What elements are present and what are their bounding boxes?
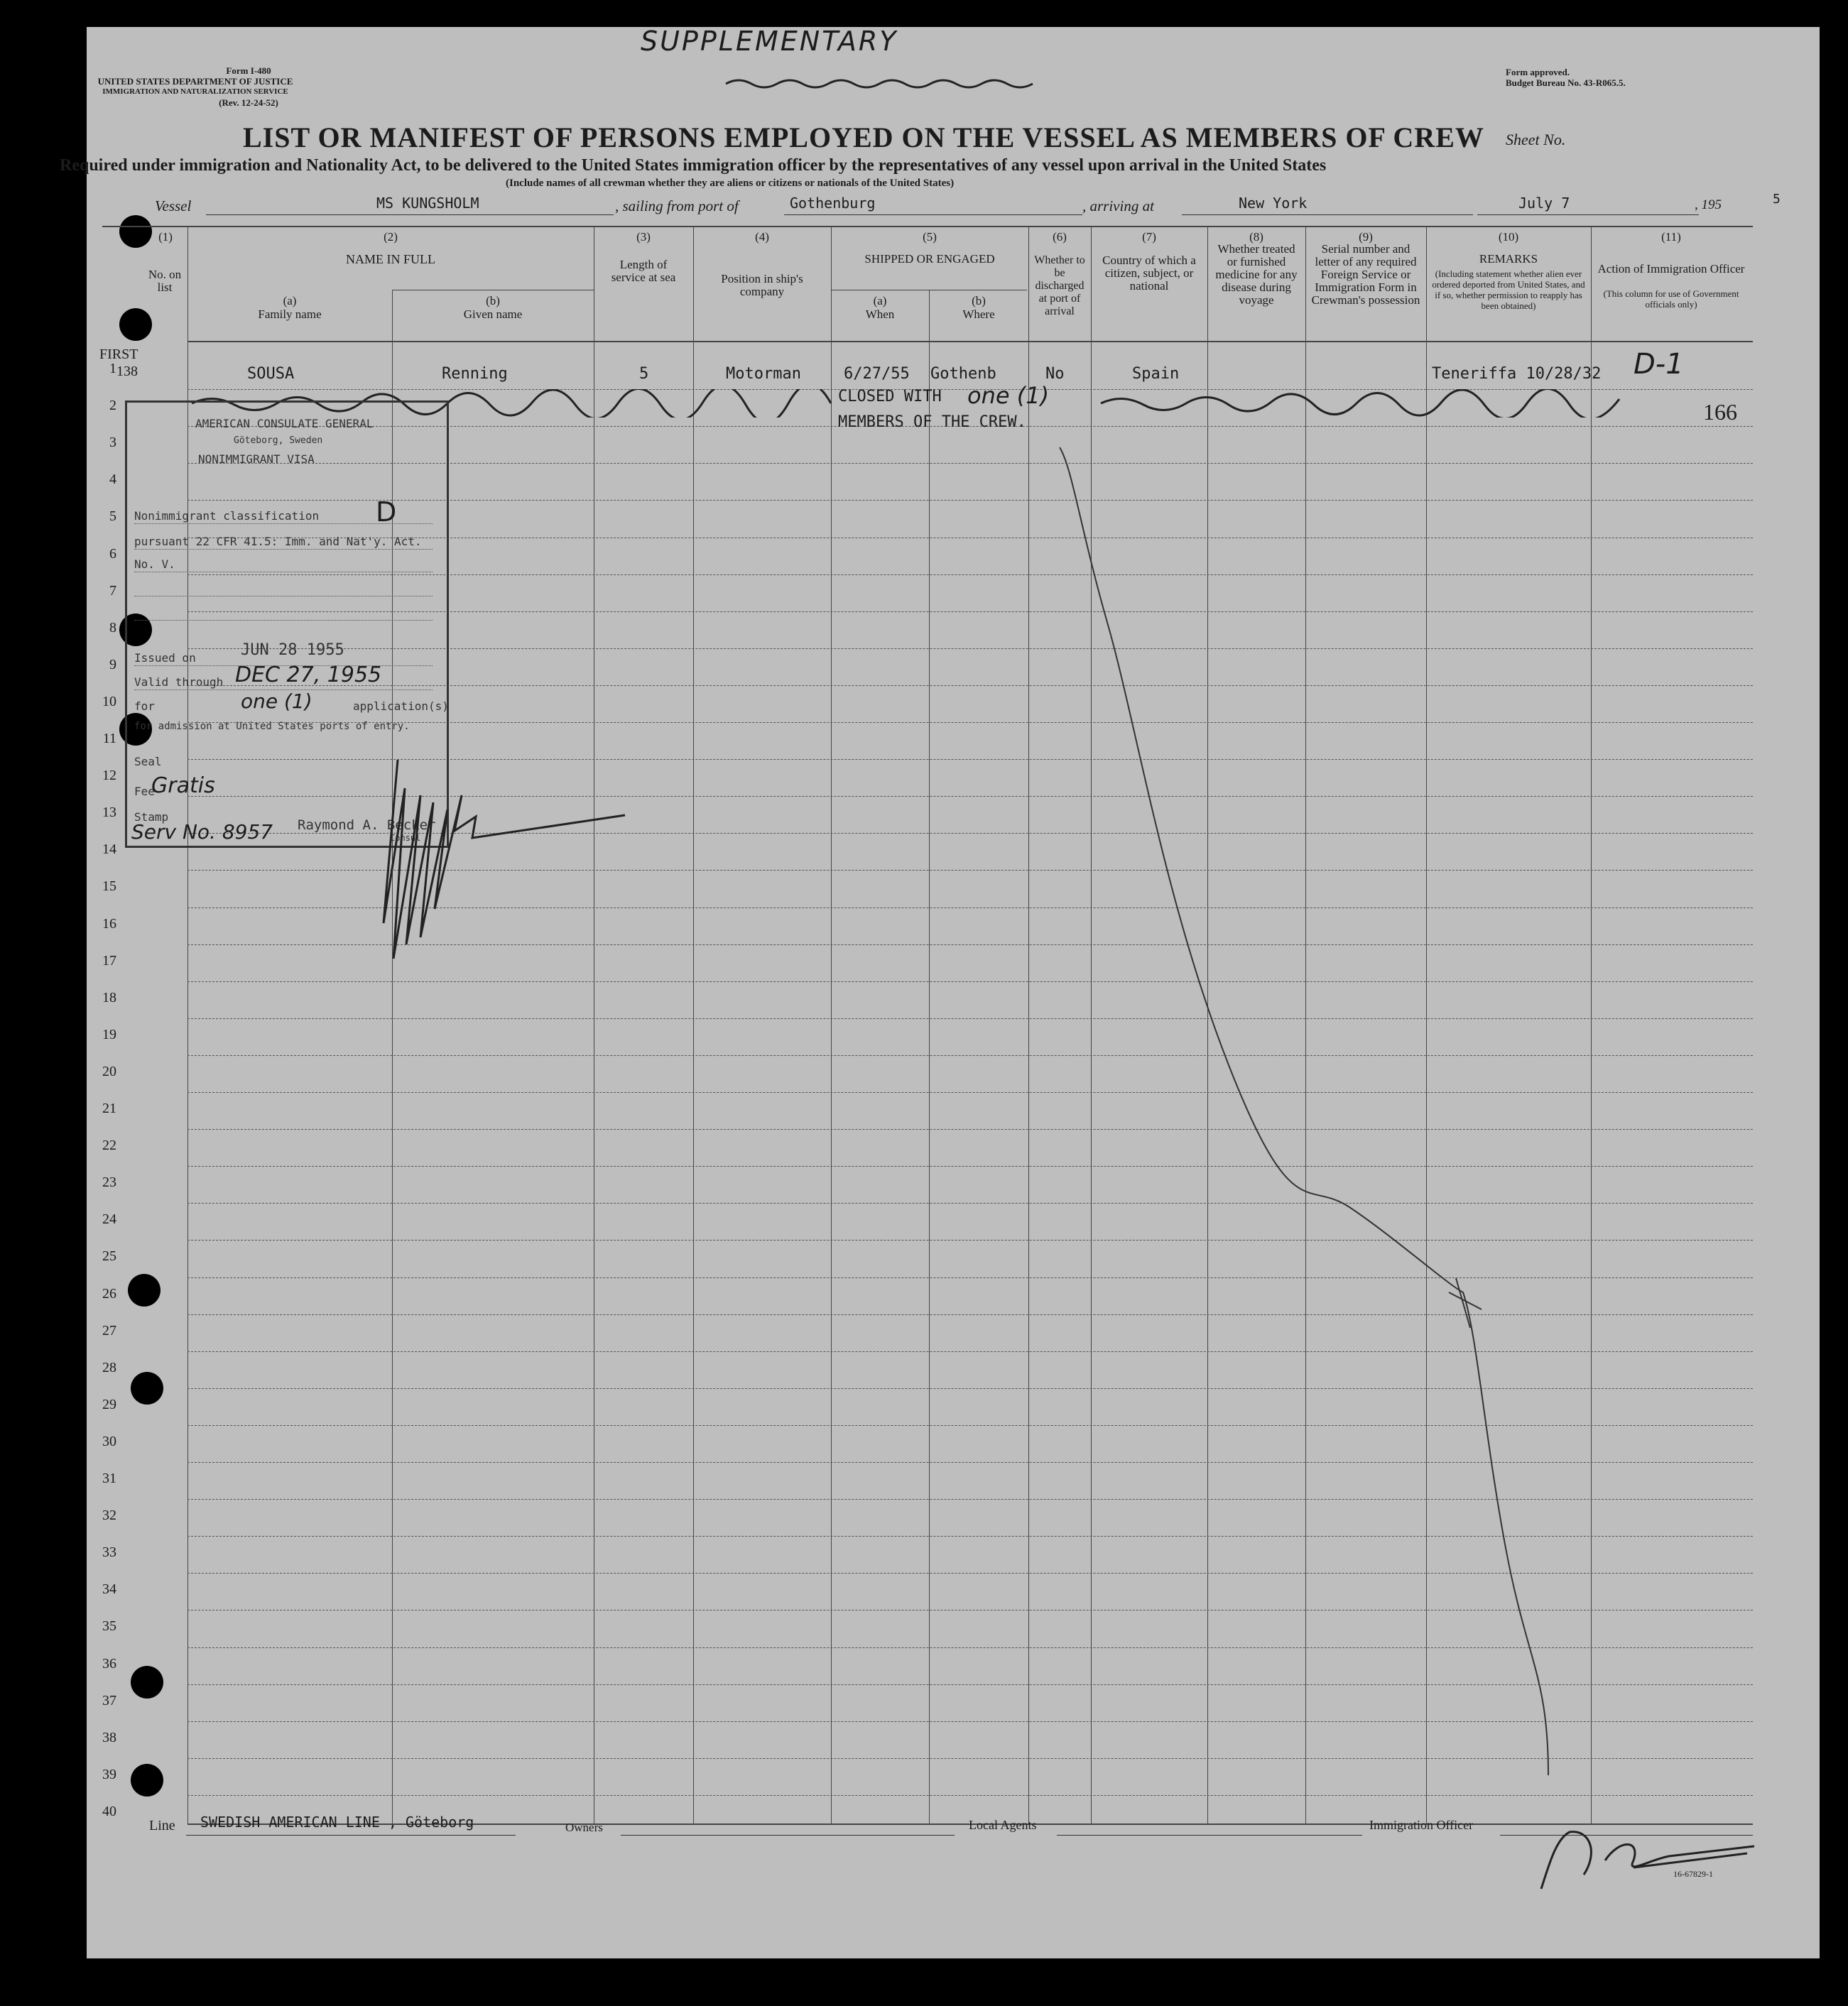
punch-hole	[131, 1764, 163, 1797]
form-number: Form I-480	[226, 65, 271, 76]
local-agents-label: Local Agents	[969, 1818, 1037, 1832]
col1-header: No. on list	[148, 268, 182, 294]
row-number: 19	[102, 1026, 116, 1042]
col2b-number: (b)	[486, 294, 500, 307]
row-number: 32	[102, 1508, 116, 1524]
row-number: 15	[102, 878, 116, 895]
vessel-rule	[206, 214, 614, 215]
approval-block	[1506, 67, 1626, 88]
col-rule	[831, 226, 832, 1824]
row-number: 33	[102, 1544, 116, 1561]
agents-rule	[1057, 1835, 1362, 1836]
row-number: 38	[102, 1729, 116, 1745]
service: IMMIGRATION AND NATURALIZATION SERVICE	[102, 87, 288, 96]
arriving-label: , arriving at	[1082, 197, 1154, 214]
row-number: 20	[102, 1063, 116, 1079]
row-number: 1	[109, 361, 116, 376]
stamp-valid-label: Valid through	[134, 675, 224, 689]
col5a-header: When	[865, 307, 895, 321]
row-number: 37	[102, 1692, 116, 1708]
row-number: 35	[102, 1618, 116, 1635]
row-rule	[187, 1795, 1753, 1796]
col4-header: Position in ship's company	[721, 272, 803, 298]
col10-subheader: (Including statement whether alien ever ordered deported from United States, and if so, whether permission to reapply has been obtained)	[1432, 268, 1585, 311]
col5b-number: (b)	[972, 294, 986, 307]
given-name-cell: Renning	[442, 365, 508, 383]
officer-signature	[1527, 1825, 1761, 1896]
sailing-label: , sailing from port of	[615, 197, 739, 214]
col7-header: Country of which a citizen, subject, or national	[1102, 254, 1196, 293]
year-prefix: , 195	[1695, 197, 1722, 212]
col11-subheader: (This column for use of Government officials only)	[1603, 288, 1739, 310]
stamp-admission: for admission at United States ports of entry.	[134, 721, 410, 732]
row-number: 12	[102, 768, 116, 784]
form-id-block	[43, 65, 348, 108]
row-number: 17	[102, 952, 116, 969]
col5a-number: (a)	[873, 294, 887, 307]
row-number: 14	[102, 841, 116, 858]
vessel-label: Vessel	[155, 197, 192, 214]
stamp-seal-label: Seal	[134, 755, 162, 768]
row-number: 11	[102, 731, 116, 746]
table-header-rule	[187, 341, 1753, 342]
col5-header: SHIPPED OR ENGAGED	[864, 252, 995, 266]
stamp-serial: Serv No. 8957	[131, 820, 273, 844]
row-number: 31	[102, 1471, 116, 1486]
punch-hole	[131, 1372, 163, 1405]
action-mark: D-1	[1634, 348, 1684, 381]
stamp-fee-value: Gratis	[151, 773, 215, 798]
remarks-cell: Teneriffa 10/28/32	[1432, 365, 1602, 383]
row-number: 3	[109, 435, 116, 451]
stamp-visa-no: No. V.	[134, 557, 175, 571]
vessel-name: MS KUNGSHOLM	[376, 195, 479, 212]
arriving-port: New York	[1239, 195, 1308, 212]
row-number: 25	[102, 1248, 116, 1265]
shipped-when-cell: 6/27/55	[844, 365, 910, 383]
col4-number: (4)	[755, 230, 769, 244]
row-number: 40	[102, 1803, 116, 1819]
row-number: 28	[102, 1359, 116, 1375]
stamp-rule	[134, 549, 433, 550]
col8-number: (8)	[1249, 230, 1263, 244]
row-number: 39	[102, 1766, 116, 1782]
col9-header: Serial number and letter of any required Foreign Service or Immigration Form in Crewman's possession	[1311, 242, 1420, 307]
row-number: 2	[109, 398, 116, 414]
stamp-class-value: D	[376, 496, 397, 528]
date-rule	[1477, 214, 1699, 215]
stamp-classification: Nonimmigrant classification	[134, 509, 320, 523]
row-number: 9	[109, 656, 116, 672]
stamp-for-value: one (1)	[241, 689, 312, 713]
col-rule	[1591, 226, 1592, 1824]
immigration-officer-label: Immigration Officer	[1369, 1818, 1474, 1832]
col11-number: (11)	[1661, 230, 1681, 244]
stamp-consul-title: Consul	[390, 833, 421, 843]
col6-header: Whether to be discharged at port of arrival	[1034, 254, 1085, 317]
row-number: 29	[102, 1396, 116, 1412]
row-number: 4	[109, 471, 116, 488]
row-number: 8	[109, 619, 116, 636]
row-number: 22	[102, 1138, 116, 1154]
stamp-consul-name: Raymond A. Becker	[298, 817, 436, 833]
arrival-date: July 7	[1518, 195, 1570, 212]
row-number: 7	[109, 582, 116, 599]
col1-number: (1)	[158, 230, 173, 244]
country-cell: Spain	[1132, 365, 1180, 383]
stamp-stamp-label: Stamp	[134, 810, 169, 824]
row-number: 5	[109, 508, 116, 525]
margin-first: FIRST	[99, 347, 138, 362]
consul-signature	[355, 746, 639, 973]
row-number: 27	[102, 1322, 116, 1339]
year-digit: 5	[1773, 192, 1781, 207]
service-cell: 5	[639, 365, 649, 383]
stamp-for-label: for	[134, 699, 155, 713]
closing-count: one (1)	[967, 382, 1050, 409]
col3-number: (3)	[636, 230, 651, 244]
port-name: Gothenburg	[790, 195, 876, 212]
stamp-line1: AMERICAN CONSULATE GENERAL	[195, 417, 374, 430]
stamp-pursuant: pursuant 22 CFR 41.5: Imm. and Nat'y. Act.	[134, 535, 422, 548]
margin-page: 138	[116, 364, 138, 379]
closing-line-2: MEMBERS OF THE CREW.	[838, 413, 1026, 431]
col2-number: (2)	[384, 230, 398, 244]
crew-tally: 166	[1703, 399, 1737, 425]
col9-number: (9)	[1359, 230, 1373, 244]
supplementary-underline	[724, 74, 1037, 95]
stamp-line3: NONIMMIGRANT VISA	[198, 452, 315, 466]
row-number: 23	[102, 1174, 116, 1191]
include-note: (Include names of all crewman whether they are aliens or citizens or nationals of the United States)	[506, 178, 955, 189]
line-rule	[186, 1835, 516, 1836]
owners-rule	[621, 1835, 955, 1836]
col2b-header: Given name	[463, 307, 523, 321]
stamp-rule	[134, 620, 433, 621]
shipped-where-cell: Gothenb	[930, 365, 996, 383]
line-value: SWEDISH AMERICAN LINE , Göteborg	[200, 1814, 474, 1831]
row-number: 13	[102, 805, 116, 821]
form-code: 16-67829-1	[1673, 1869, 1713, 1879]
punch-hole	[119, 308, 152, 341]
col5-number: (5)	[923, 230, 937, 244]
row-number: 6	[109, 545, 116, 562]
arriving-rule	[1182, 214, 1473, 215]
sheet-no-label: Sheet No.	[1506, 131, 1566, 148]
form-approved: Form approved.	[1506, 67, 1570, 77]
line-label: Line	[149, 1818, 175, 1833]
stamp-line2: Göteborg, Sweden	[234, 435, 323, 446]
stamp-applications: application(s)	[353, 699, 449, 713]
pencil-line	[1051, 440, 1562, 1789]
col10-header: REMARKS	[1479, 252, 1538, 266]
row-number: 16	[102, 915, 116, 932]
requirement-text: Required under immigration and Nationality Act, to be delivered to the United States immigration officer by the representatives of any vessel upon arrival in the United States	[60, 156, 1327, 175]
row-number: 36	[102, 1655, 116, 1672]
col10-number: (10)	[1498, 230, 1519, 244]
row-number: 10	[102, 693, 116, 709]
stamp-issued-date: JUN 28 1955	[241, 641, 344, 659]
row-number: 34	[102, 1581, 116, 1598]
position-cell: Motorman	[726, 365, 801, 383]
supplementary-heading: SUPPLEMENTARY	[641, 26, 898, 57]
col8-header: Whether treated or furnished medicine for any disease during voyage	[1215, 242, 1298, 307]
col11-header: Action of Immigration Officer	[1597, 262, 1745, 276]
col-rule	[693, 226, 694, 1824]
row-number: 24	[102, 1211, 116, 1228]
table-top-rule	[102, 226, 1753, 227]
stamp-valid-date: DEC 27, 1955	[235, 663, 382, 687]
family-name-cell: SOUSA	[247, 365, 295, 383]
stamp-issued-label: Issued on	[134, 651, 196, 665]
col2-header: NAME IN FULL	[346, 252, 435, 266]
revision: (Rev. 12-24-52)	[219, 97, 278, 108]
row-number: 21	[102, 1101, 116, 1116]
col5b-header: Where	[962, 307, 995, 321]
stamp-rule	[134, 523, 433, 524]
col-rule	[929, 290, 930, 1824]
row-number: 18	[102, 989, 116, 1005]
col2a-header: Family name	[258, 307, 322, 321]
department: UNITED STATES DEPARTMENT OF JUSTICE	[97, 76, 293, 87]
punch-hole	[128, 1274, 161, 1307]
col7-number: (7)	[1142, 230, 1156, 244]
discharged-cell: No	[1045, 365, 1065, 383]
closing-line-1: CLOSED WITH	[838, 388, 942, 405]
col-rule	[1028, 226, 1029, 1824]
form-title: LIST OR MANIFEST OF PERSONS EMPLOYED ON THE VESSEL AS MEMBERS OF CREW	[243, 121, 1484, 153]
row-number: 30	[102, 1433, 116, 1449]
owners-label: Owners	[565, 1821, 603, 1834]
col3-header: Length of service at sea	[611, 258, 676, 284]
budget-bureau: Budget Bureau No. 43-R065.5.	[1506, 77, 1626, 88]
col2a-number: (a)	[283, 294, 297, 307]
port-rule	[784, 214, 1082, 215]
punch-hole	[131, 1666, 163, 1699]
col6-number: (6)	[1053, 230, 1067, 244]
stamp-fee-label: Fee	[134, 785, 155, 798]
row-number: 26	[102, 1285, 116, 1302]
